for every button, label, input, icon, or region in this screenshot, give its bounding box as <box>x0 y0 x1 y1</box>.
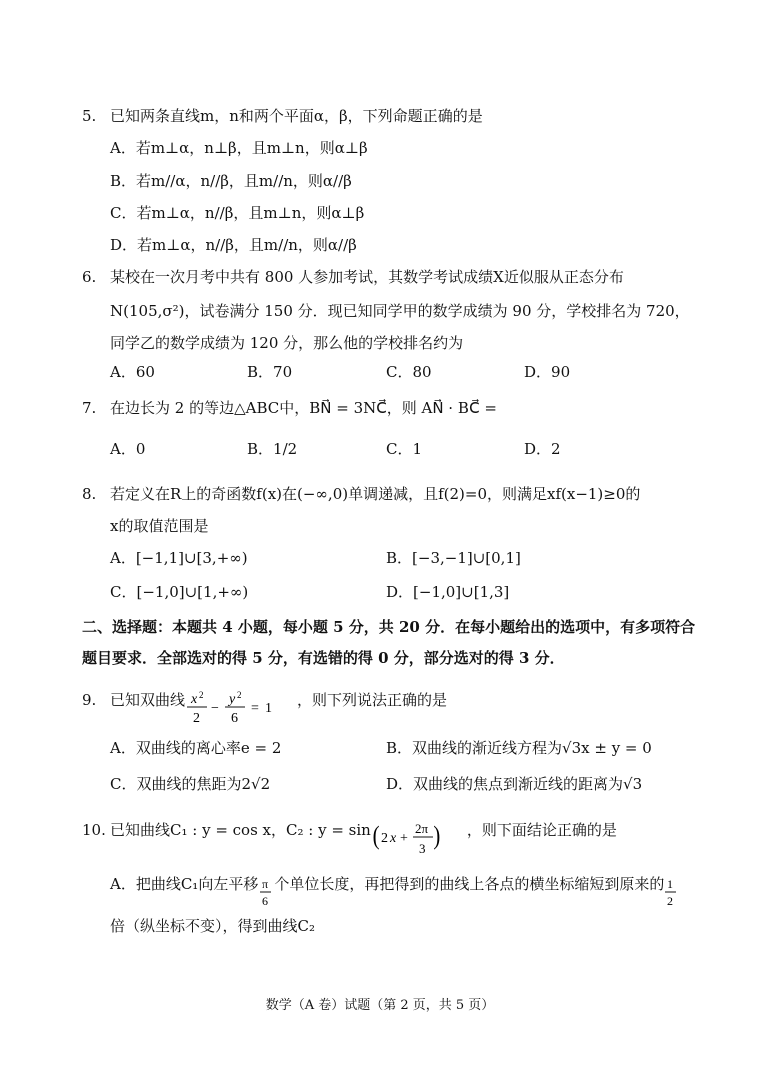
section-heading-line2: 题目要求．全部选对的得 5 分，有选错的得 0 分，部分选对的得 3 分． <box>82 649 565 667</box>
question-5 <box>82 106 483 126</box>
svg-text:−: − <box>211 701 219 716</box>
q7-option-b: B．1/2 <box>247 440 298 458</box>
question-stem-line1: 若定义在R上的奇函数f(x)在(−∞,0)单调递减，且f(2)=0，则满足xf(x−1)≥0的 <box>110 485 641 503</box>
q8-option-c: C．[−1,0]∪[1,+∞) <box>110 583 249 601</box>
svg-text:2: 2 <box>380 831 388 846</box>
svg-text:2π: 2π <box>414 821 428 836</box>
q7-option-a: A．0 <box>110 440 146 458</box>
q8-option-a: A．[−1,1]∪[3,+∞) <box>110 549 248 567</box>
question-6 <box>82 267 624 287</box>
q10-option-a-line2: 倍（纵坐标不变），得到曲线C₂ <box>110 917 315 935</box>
question-stem-post: ，则下面结论正确的是 <box>466 821 617 839</box>
q9-option-b: B．双曲线的渐近线方程为√3x ± y = 0 <box>386 739 652 757</box>
svg-text:x: x <box>191 692 198 707</box>
svg-text:(: ( <box>372 821 380 851</box>
question-number: 8. <box>82 485 97 503</box>
q8-stem-line2: x的取值范围是 <box>110 517 209 535</box>
svg-text:π: π <box>262 877 269 891</box>
question-number: 6. <box>82 268 97 286</box>
q7-option-d: D．2 <box>524 440 561 458</box>
q8-option-d: D．[−1,0]∪[1,3] <box>386 583 510 601</box>
svg-text:): ) <box>433 821 441 851</box>
question-stem-pre: 已知双曲线 <box>110 691 186 709</box>
q7-option-c: C．1 <box>386 440 423 458</box>
svg-text:x: x <box>389 831 397 846</box>
q9-option-d: D．双曲线的焦点到渐近线的距离为√3 <box>386 775 643 793</box>
q5-option-b: B．若m//α，n//β，且m//n，则α//β <box>110 172 352 190</box>
q9-option-a: A．双曲线的离心率e = 2 <box>110 739 282 757</box>
q8-option-b: B．[−3,−1]∪[0,1] <box>386 549 521 567</box>
q5-option-c: C．若m⊥α，n//β，且m⊥n，则α⊥β <box>110 204 365 222</box>
q10-option-a <box>110 874 678 908</box>
question-10 <box>82 820 617 856</box>
svg-text:2: 2 <box>667 894 674 908</box>
svg-text:2: 2 <box>199 691 204 700</box>
svg-text:6: 6 <box>262 894 269 908</box>
q5-option-a: A．若m⊥α，n⊥β，且m⊥n，则α⊥β <box>110 139 368 157</box>
svg-text:1: 1 <box>667 877 674 891</box>
svg-text:y: y <box>229 692 236 707</box>
q6-option-c: C．80 <box>386 363 432 381</box>
question-8 <box>82 484 640 504</box>
question-stem-line1: 某校在一次月考中共有 800 人参加考试，其数学考试成绩X近似服从正态分布 <box>110 268 624 286</box>
question-number: 10. <box>82 821 106 839</box>
svg-text:2: 2 <box>237 691 242 700</box>
question-stem-post: ，则下列说法正确的是 <box>297 691 448 709</box>
question-stem: 在边长为 2 的等边△ABC中，BN⃗ = 3NC⃗，则 AN⃗ · BC⃗ = <box>110 399 497 417</box>
question-9 <box>82 690 448 725</box>
svg-text:=: = <box>251 701 259 716</box>
section-heading-line1: 二、选择题：本题共 4 小题，每小题 5 分，共 20 分．在每小题给出的选项中，有多项符合 <box>82 618 696 636</box>
question-number: 9. <box>82 691 97 709</box>
page-footer: 数学（A 卷）试题（第 2 页，共 5 页） <box>265 998 495 1013</box>
q6-stem-line2: N(105,σ²)，试卷满分 150 分．现已知同学甲的数学成绩为 90 分，学校排名为 720， <box>110 302 690 320</box>
svg-text:+: + <box>399 831 408 846</box>
q6-option-a: A．60 <box>110 363 155 381</box>
question-number: 7. <box>82 399 97 417</box>
svg-text:2: 2 <box>193 711 201 725</box>
option-a-text-pre: A．把曲线C₁向左平移 <box>110 875 259 893</box>
svg-text:6: 6 <box>231 711 239 725</box>
question-number: 5. <box>82 107 97 125</box>
svg-text:3: 3 <box>418 841 426 856</box>
q6-stem-line3: 同学乙的数学成绩为 120 分，那么他的学校排名约为 <box>110 334 464 352</box>
svg-text:1: 1 <box>265 701 273 716</box>
question-stem-pre: 已知曲线C₁ : y = cos x，C₂ : y = sin <box>110 821 371 839</box>
question-7 <box>82 398 497 418</box>
option-a-text-mid: 个单位长度，再把得到的曲线上各点的横坐标缩短到原来的 <box>274 875 665 893</box>
q9-option-c: C．双曲线的焦距为2√2 <box>110 775 271 793</box>
question-stem: 已知两条直线m，n和两个平面α，β，下列命题正确的是 <box>110 107 483 125</box>
q6-option-d: D．90 <box>524 363 571 381</box>
q6-option-b: B．70 <box>247 363 293 381</box>
q5-option-d: D．若m⊥α，n//β，且m//n，则α//β <box>110 236 357 254</box>
